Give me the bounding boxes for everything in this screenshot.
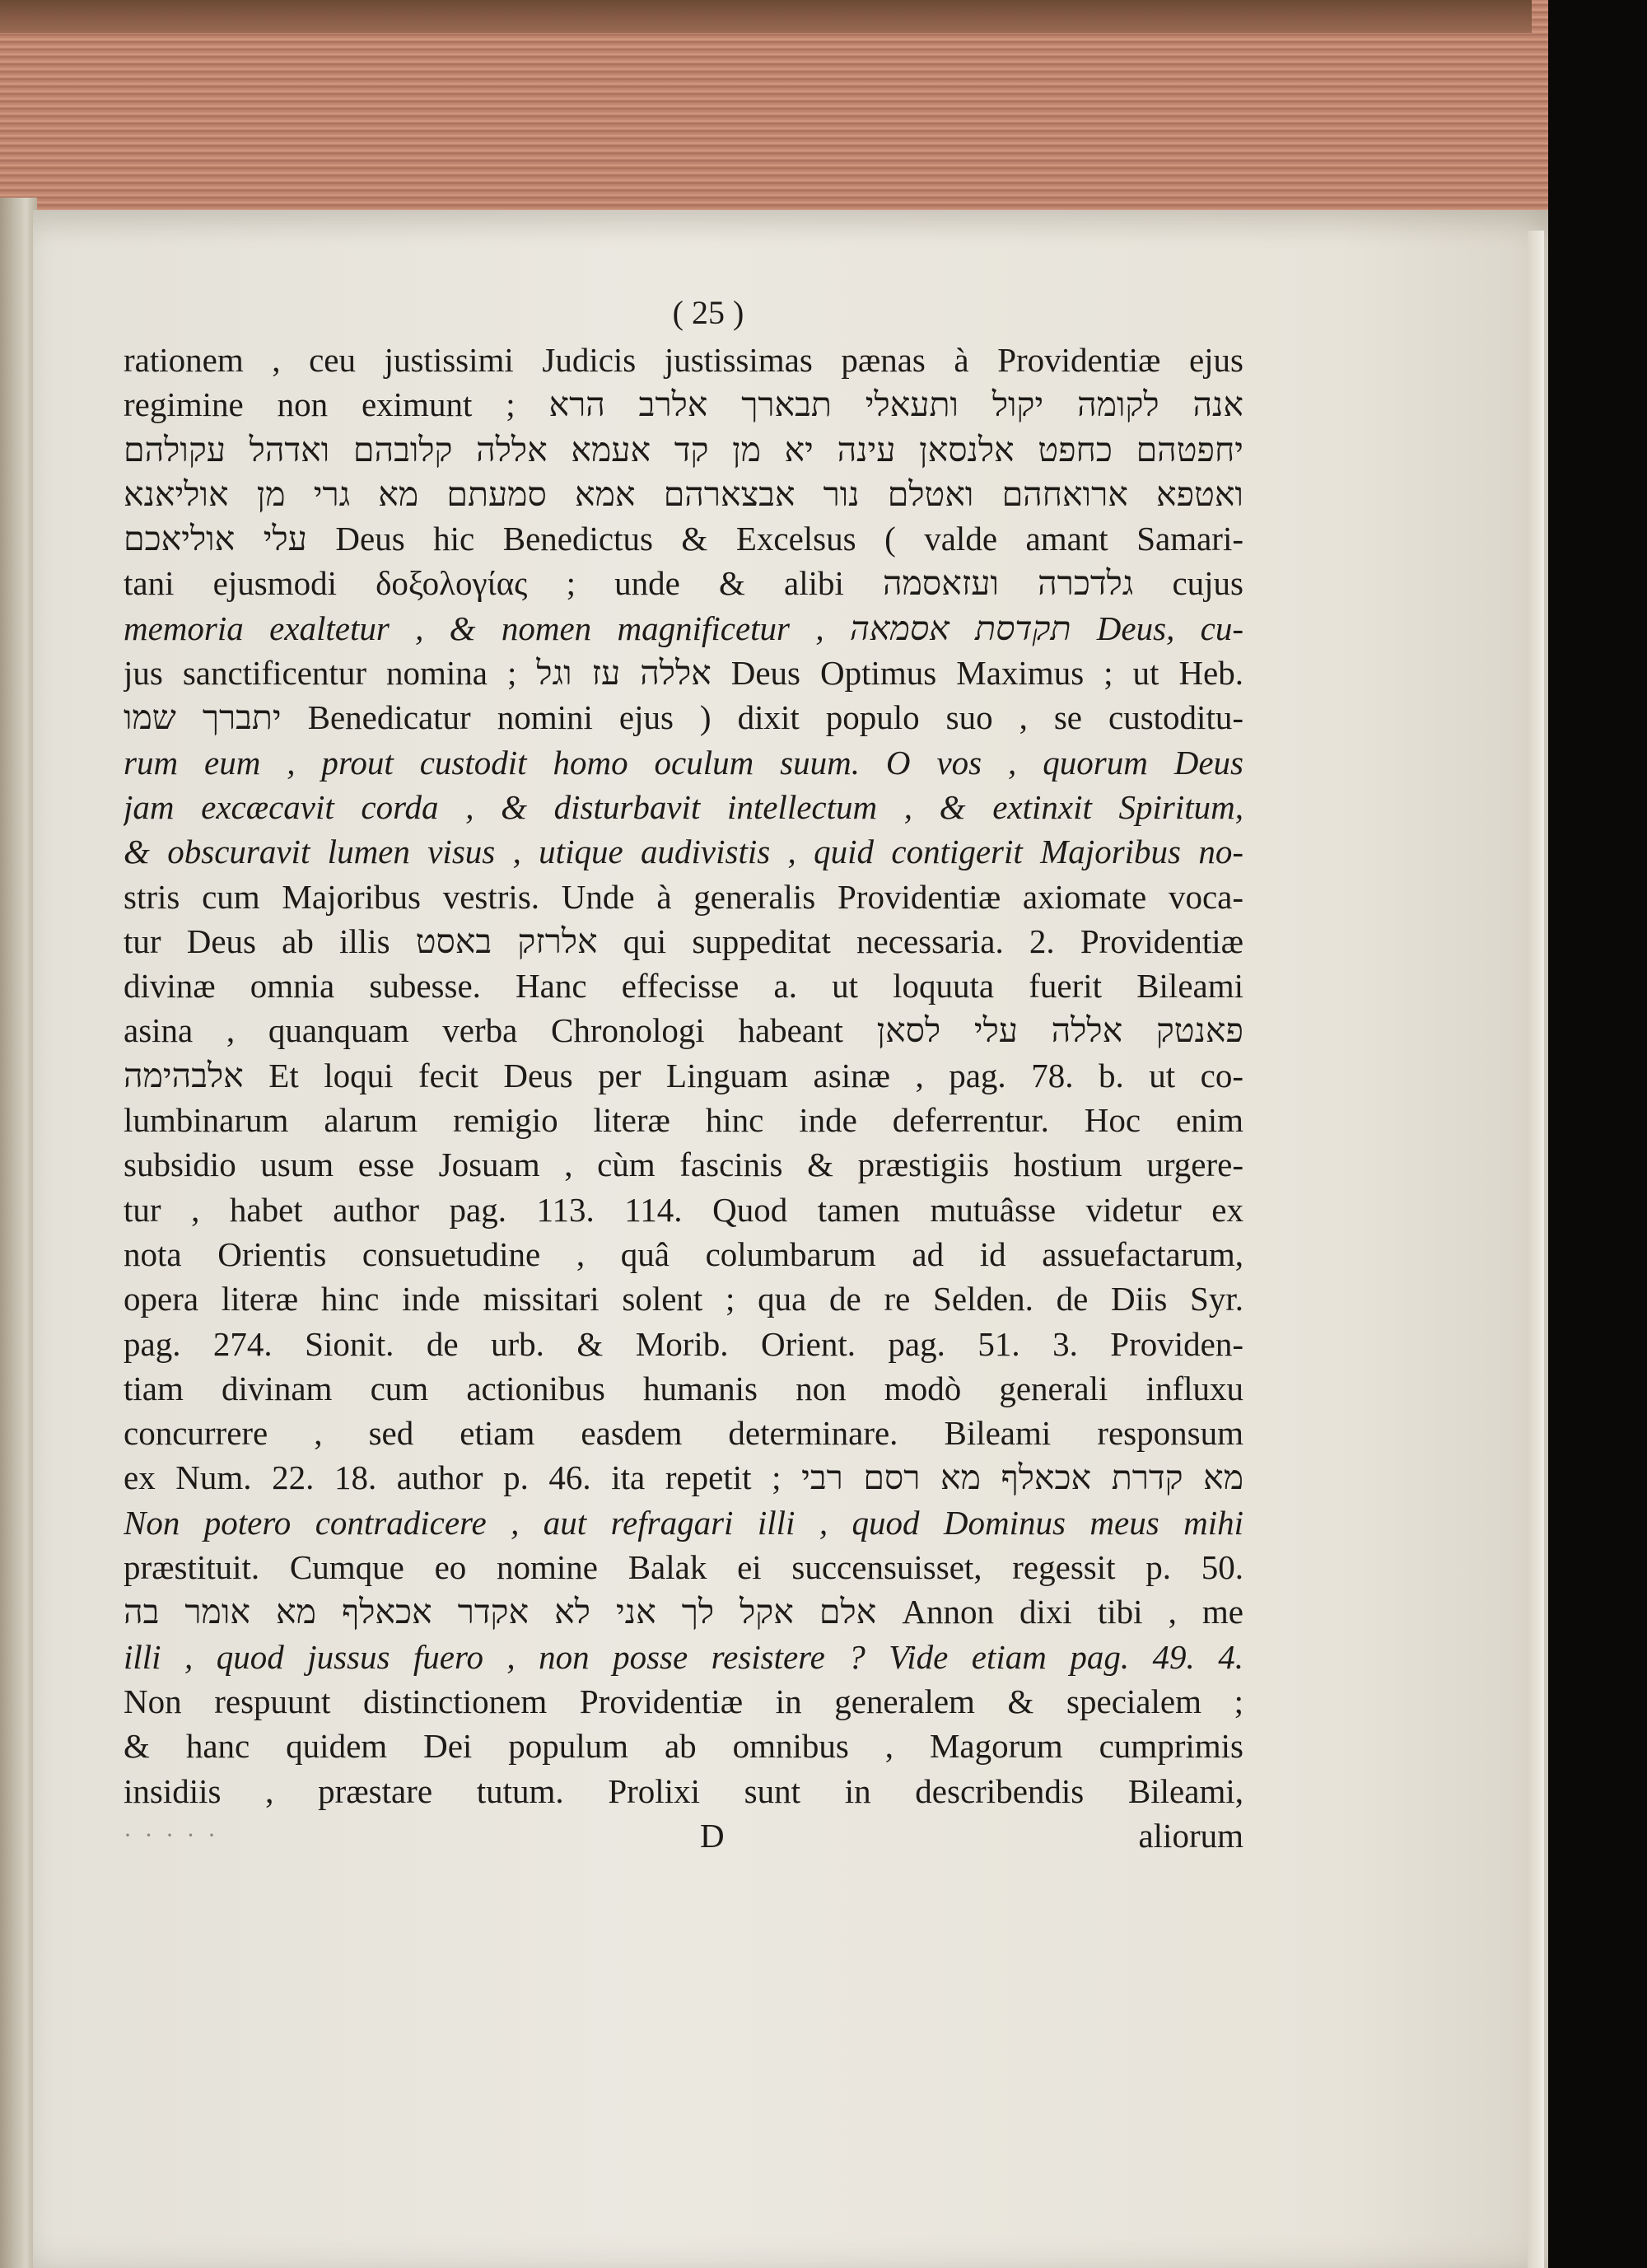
- text-line: insidiis , præstare tutum. Prolixi sunt in describendis Bileami,: [124, 1771, 1243, 1810]
- page-number: ( 25 ): [672, 294, 744, 331]
- background-right: [1548, 0, 1647, 2268]
- text-line: Non respuunt distinctionem Providentiæ in generalem & specialem ;: [124, 1682, 1243, 1720]
- book-cover-edge: [0, 0, 1532, 33]
- text-line: asina , quanquam verba Chronologi habeant פאנטק אללה עלי לסאן: [124, 1011, 1243, 1050]
- text-line: tiam divinam cum actionibus humanis non modò generali influxu: [124, 1369, 1243, 1407]
- text-line: tur Deus ab illis אלרזק באסט qui suppeditat necessaria. 2. Providentiæ: [124, 922, 1243, 960]
- text-line: tur , habet author pag. 113. 114. Quod tamen mutuâsse videtur ex: [124, 1190, 1243, 1229]
- previous-page-sliver: [0, 198, 37, 2268]
- page-footer: [124, 1813, 1243, 1858]
- signature-mark: D: [700, 1816, 725, 1855]
- text-line: opera literæ hinc inde missitari solent ; qua de re Selden. de Diis Syr.: [124, 1280, 1243, 1318]
- text-line: lumbinarum alarum remigio literæ hinc inde deferrentur. Hoc enim: [124, 1101, 1243, 1140]
- text-line: ex Num. 22. 18. author p. 46. ita repetit ; מא קדרת אכאלף מא רסם רבי: [124, 1458, 1243, 1497]
- text-line: יתברך שמו Benedicatur nomini ejus ) dixit populo suo , se custoditu-: [124, 698, 1243, 737]
- page-edge-strip: [1528, 231, 1544, 2268]
- text-line: rum eum , prout custodit homo oculum suum. O vos , quorum Deus: [124, 743, 1243, 782]
- text-line: subsidio usum esse Josuam , cùm fascinis & præstigiis hostium urgere-: [124, 1146, 1243, 1184]
- text-line: pag. 274. Sionit. de urb. & Morib. Orient. pag. 51. 3. Providen-: [124, 1324, 1243, 1363]
- text-line: illi , quod jussus fuero , non posse resistere ? Vide etiam pag. 49. 4.: [124, 1637, 1243, 1676]
- text-line: rationem , ceu justissimi Judicis justissimas pænas à Providentiæ ejus: [124, 341, 1243, 379]
- text-line: tani ejusmodi δοξολογίας ; unde & alibi גלדכרה ועזאסמה cujus: [124, 564, 1243, 603]
- text-line: עלי אוליאכם Deus hic Benedictus & Excelsus ( valde amant Samari-: [124, 520, 1243, 558]
- text-line: nota Orientis consuetudine , quâ columbarum ad id assuefactarum,: [124, 1234, 1243, 1273]
- text-line: & hanc quidem Dei populum ab omnibus , Magorum cumprimis: [124, 1727, 1243, 1766]
- text-line: jam excæcavit corda , & disturbavit intellectum , & extinxit Spiritum,: [124, 787, 1243, 826]
- text-line: præstituit. Cumque eo nomine Balak ei succensuisset, regessit p. 50.: [124, 1548, 1243, 1587]
- text-line: & obscuravit lumen visus , utique audivistis , quid contigerit Majoribus no-: [124, 833, 1243, 871]
- text-line: stris cum Majoribus vestris. Unde à generalis Providentiæ axiomate voca-: [124, 877, 1243, 916]
- text-line-hebrew: ואטפא ארואחהם ואטלם נור אבצארהם אמא סמעתם מא גרי מן אוליאנא: [124, 474, 1243, 513]
- text-line: Non potero contradicere , aut refragari illi , quod Dominus meus mihi: [124, 1503, 1243, 1542]
- text-line: אלבהימה Et loqui fecit Deus per Linguam asinæ , pag. 78. b. ut co-: [124, 1056, 1243, 1094]
- catchword: aliorum: [1138, 1816, 1243, 1855]
- text-line: divinæ omnia subesse. Hanc effecisse a. ut loquuta fuerit Bileami: [124, 967, 1243, 1006]
- footer-dots: · · · · ·: [124, 1821, 219, 1849]
- text-line: אלם אקל לך אני לא אקדר אכאלף מא אומר בה Annon dixi tibi , me: [124, 1593, 1243, 1631]
- text-line: regimine non eximunt ; אנה לקומה יקול ותעאלי תבארך אלרב הרא: [124, 385, 1243, 424]
- page-text-block: [124, 288, 1243, 1858]
- text-line: jus sanctificentur nomina ; אללה עז וגל Deus Optimus Maximus ; ut Heb.: [124, 654, 1243, 693]
- text-line: memoria exaltetur , & nomen magnificetur , תקדסת אסמאה Deus, cu-: [124, 609, 1243, 647]
- text-line-hebrew: יחפטהם כחפט אלנסאן עינה יא מן קד אעמא אללה קלובהם ואדהל עקולהם: [124, 430, 1243, 469]
- text-line: concurrere , sed etiam easdem determinare. Bileami responsum: [124, 1414, 1243, 1453]
